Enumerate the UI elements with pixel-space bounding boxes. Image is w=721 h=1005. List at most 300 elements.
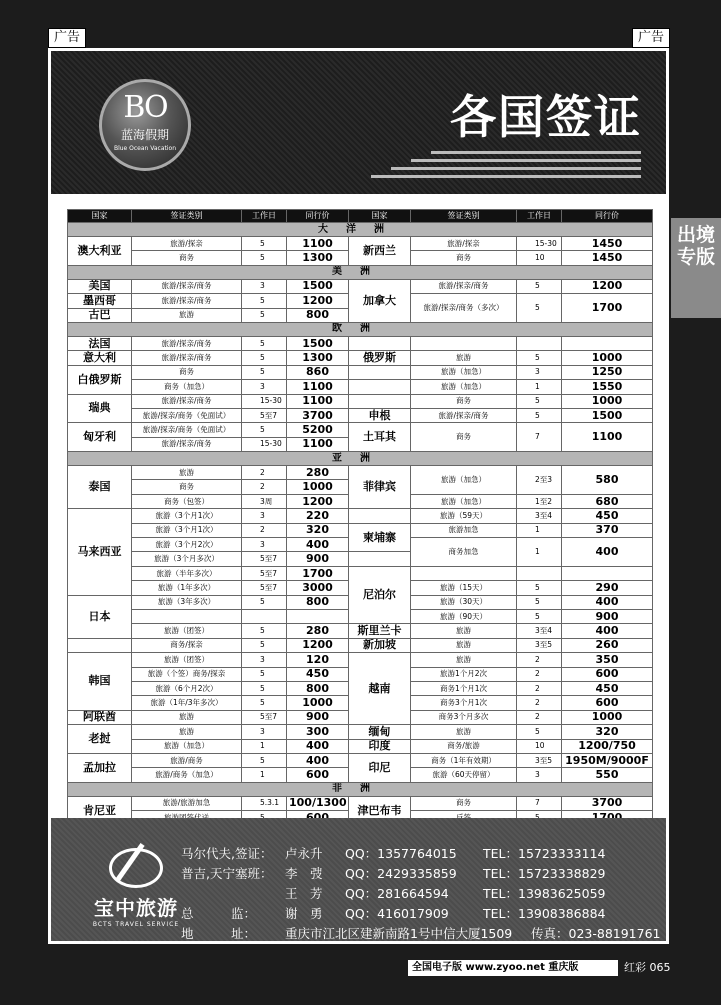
col-country: 国家: [68, 210, 132, 223]
workdays: 5: [242, 595, 287, 609]
price: 1200: [562, 279, 653, 293]
visa-type: 旅游/探亲/商务（免面试）: [132, 423, 242, 437]
country: 新西兰: [349, 237, 411, 266]
col-price: 同行价: [562, 210, 653, 223]
country: 斯里兰卡: [349, 624, 411, 638]
bcts-logo-en: BCTS TRAVEL SERVICE: [92, 921, 180, 928]
country: 加拿大: [349, 279, 411, 322]
country: 美国: [68, 279, 132, 293]
visa-type: 商务: [132, 365, 242, 379]
country: 尼泊尔: [349, 566, 411, 624]
col-days: 工作日: [517, 210, 562, 223]
price: 800: [287, 681, 349, 695]
workdays: 5: [517, 279, 562, 293]
country: 老挝: [68, 725, 132, 754]
country: 印尼: [349, 753, 411, 782]
country: 土耳其: [349, 423, 411, 452]
workdays: 15-30: [242, 437, 287, 451]
table-row: [68, 566, 653, 580]
decorative-stripes: [361, 147, 641, 183]
price: 450: [562, 509, 653, 523]
price: 1100: [562, 423, 653, 452]
workdays: 5: [242, 667, 287, 681]
workdays: 5: [242, 696, 287, 710]
table-row: [68, 380, 653, 394]
workdays: 1: [242, 768, 287, 782]
price: 900: [287, 552, 349, 566]
workdays: 5: [517, 725, 562, 739]
contact-tel: TEL：15723338829: [483, 866, 606, 881]
table-row: [68, 365, 653, 379]
visa-type: 旅游加急: [411, 523, 517, 537]
page-number: 红彩 065: [624, 961, 671, 974]
workdays: 1: [517, 523, 562, 537]
price: 1250: [562, 365, 653, 379]
visa-type: 旅游（90天）: [411, 609, 517, 623]
visa-type: 旅游（15天）: [411, 581, 517, 595]
price: 1300: [287, 251, 349, 265]
visa-type: 商务1个月1次: [411, 681, 517, 695]
visa-type: 旅游（3个月1次）: [132, 509, 242, 523]
workdays: 3至4: [517, 509, 562, 523]
contact-tel: TEL：15723333114: [483, 846, 606, 861]
table-row: [68, 624, 653, 638]
visa-type: 旅游（个签）商务/探亲: [132, 667, 242, 681]
price: 580: [562, 466, 653, 495]
visa-type: 旅游: [132, 725, 242, 739]
price: 400: [562, 595, 653, 609]
visa-type: 旅游/探亲/商务: [132, 351, 242, 365]
workdays: 3: [242, 725, 287, 739]
contact-role: 总 监：: [181, 906, 257, 921]
visa-type: 旅游（加急）: [132, 739, 242, 753]
country: 俄罗斯: [349, 351, 411, 365]
workdays: 10: [517, 251, 562, 265]
visa-type: 商务: [132, 251, 242, 265]
table-row: [68, 423, 653, 437]
workdays: 5: [242, 351, 287, 365]
workdays: 1: [517, 538, 562, 567]
workdays: 1: [517, 380, 562, 394]
table-row: [68, 739, 653, 753]
country: 泰国: [68, 466, 132, 509]
workdays: 5: [517, 394, 562, 408]
workdays: 15-30: [517, 237, 562, 251]
price: 120: [287, 653, 349, 667]
workdays: 5: [242, 624, 287, 638]
price: 1000: [562, 394, 653, 408]
table-row: [68, 725, 653, 739]
workdays: 3: [242, 509, 287, 523]
price: 1500: [287, 336, 349, 350]
visa-type: 旅游1个月2次: [411, 667, 517, 681]
visa-type: 商务加急: [411, 538, 517, 567]
workdays: 2: [242, 523, 287, 537]
workdays: 5: [517, 595, 562, 609]
page-title: 各国签证: [450, 90, 642, 144]
ad-label-left: 广告: [48, 28, 86, 48]
country: 白俄罗斯: [68, 365, 132, 394]
visa-type: 旅游（3个月1次）: [132, 523, 242, 537]
section-row: [68, 452, 653, 466]
price: 400: [287, 753, 349, 767]
visa-type: 旅游/探亲/商务: [411, 279, 517, 293]
country: 匈牙利: [68, 423, 132, 452]
price: 3700: [287, 408, 349, 422]
table-row: [68, 466, 653, 480]
price: 370: [562, 523, 653, 537]
fax-number: 传真：023-88191761: [531, 926, 661, 941]
workdays: 7: [517, 796, 562, 810]
price: 350: [562, 653, 653, 667]
table-row: [68, 753, 653, 767]
section-asia: 亚洲: [68, 452, 653, 466]
contact-name: 谢 勇: [285, 906, 323, 921]
visa-type: 旅游（3个月2次）: [132, 538, 242, 552]
visa-type: 旅游/探亲/商务: [132, 336, 242, 350]
visa-type: 旅游/商务（加急）: [132, 768, 242, 782]
table-row: [68, 237, 653, 251]
workdays: 1至2: [517, 494, 562, 508]
visa-type: 旅游/探亲: [411, 237, 517, 251]
contact-tel: TEL：13983625059: [483, 886, 606, 901]
workdays: 5: [242, 251, 287, 265]
table-row: [68, 394, 653, 408]
price: 1100: [287, 237, 349, 251]
price: 1450: [562, 237, 653, 251]
country: 法国: [68, 336, 132, 350]
price: 290: [562, 581, 653, 595]
contact-qq: QQ：281664594: [345, 886, 449, 901]
visa-type: 旅游/探亲/商务: [132, 394, 242, 408]
price: 1500: [287, 279, 349, 293]
workdays: 5至7: [242, 710, 287, 724]
workdays: 2至3: [517, 466, 562, 495]
country: 韩国: [68, 653, 132, 711]
price: 1300: [287, 351, 349, 365]
workdays: 5: [517, 351, 562, 365]
workdays: 1: [242, 739, 287, 753]
contact-name: 卢永升: [285, 846, 323, 861]
section-row: [68, 265, 653, 279]
table-row: [68, 408, 653, 422]
visa-type: 旅游/探亲/商务: [132, 294, 242, 308]
workdays: 5: [242, 237, 287, 251]
visa-type: 旅游/探亲/商务: [132, 279, 242, 293]
visa-type: 商务（包签）: [132, 494, 242, 508]
workdays: 2: [517, 653, 562, 667]
contact-qq: QQ：416017909: [345, 906, 449, 921]
price: 450: [287, 667, 349, 681]
contact-name: 王 芳: [285, 886, 323, 901]
workdays: 5: [242, 365, 287, 379]
logo-bo: BO: [123, 90, 167, 125]
logo-en: Blue Ocean Vacation: [113, 145, 177, 152]
section-africa: 非洲: [68, 782, 653, 796]
visa-type: 商务3个月多次: [411, 710, 517, 724]
ad-page: [48, 48, 669, 944]
contact-qq: QQ：1357764015: [345, 846, 457, 861]
country: 菲律宾: [349, 466, 411, 509]
workdays: 3至5: [517, 638, 562, 652]
workdays: 5: [242, 308, 287, 322]
visa-type: 旅游: [132, 466, 242, 480]
country: 肯尼亚: [68, 796, 132, 825]
country: 印度: [349, 739, 411, 753]
price: 1500: [562, 408, 653, 422]
visa-type: 商务/旅游: [411, 739, 517, 753]
visa-type: 旅游/探亲/商务（免面试）: [132, 408, 242, 422]
visa-type: 旅游（团签）: [132, 624, 242, 638]
visa-type: 旅游（59天）: [411, 509, 517, 523]
visa-type: 旅游/商务: [132, 753, 242, 767]
visa-type: 旅游: [411, 624, 517, 638]
country: 马来西亚: [68, 509, 132, 595]
visa-type: 旅游: [411, 351, 517, 365]
workdays: 2: [517, 681, 562, 695]
visa-type: 商务3个月1次: [411, 696, 517, 710]
country: 孟加拉: [68, 753, 132, 782]
workdays: 5: [242, 638, 287, 652]
visa-type: 旅游: [132, 308, 242, 322]
price: 400: [562, 624, 653, 638]
workdays: 5至7: [242, 581, 287, 595]
price: 900: [562, 609, 653, 623]
price: 1200/750: [562, 739, 653, 753]
section-oceania: 大洋洲: [68, 223, 653, 237]
workdays: 15-30: [242, 394, 287, 408]
visa-type: 旅游（半年多次）: [132, 566, 242, 580]
visa-type: 旅游/探亲/商务: [132, 437, 242, 451]
table-row: [68, 796, 653, 810]
workdays: 3至5: [517, 753, 562, 767]
price: 600: [287, 768, 349, 782]
workdays: 3: [242, 279, 287, 293]
col-type: 签证类别: [411, 210, 517, 223]
price: 680: [562, 494, 653, 508]
table-row: [68, 653, 653, 667]
visa-type: 旅游（3年多次）: [132, 595, 242, 609]
visa-type: 旅游（加急）: [411, 494, 517, 508]
workdays: 5: [517, 408, 562, 422]
price: 1000: [562, 710, 653, 724]
price: 1950M/9000F: [562, 753, 653, 767]
blue-ocean-logo: [99, 79, 191, 171]
visa-type: 旅游（6个月2次）: [132, 681, 242, 695]
country: 津巴布韦: [349, 796, 411, 825]
visa-type: 商务: [411, 423, 517, 452]
visa-type: 旅游（团签）: [132, 653, 242, 667]
footer-contact-panel: [51, 818, 666, 941]
price: 1450: [562, 251, 653, 265]
price: 1200: [287, 638, 349, 652]
price: 320: [287, 523, 349, 537]
visa-type: 旅游（加急）: [411, 466, 517, 495]
price: 550: [562, 768, 653, 782]
price: 1100: [287, 394, 349, 408]
visa-type: 旅游（1年/3年多次）: [132, 696, 242, 710]
workdays: 2: [517, 696, 562, 710]
header-banner: [51, 51, 666, 194]
price: 5200: [287, 423, 349, 437]
country: 墨西哥: [68, 294, 132, 308]
country: 澳大利亚: [68, 237, 132, 266]
country: 古巴: [68, 308, 132, 322]
visa-type: 旅游/旅游加急: [132, 796, 242, 810]
price: 280: [287, 624, 349, 638]
workdays: 5: [242, 423, 287, 437]
visa-type: 旅游: [411, 638, 517, 652]
visa-type: 旅游/探亲/商务: [411, 408, 517, 422]
visa-type: 旅游/探亲/商务（多次）: [411, 294, 517, 323]
workdays: 3: [517, 768, 562, 782]
country: 日本: [68, 595, 132, 638]
country: 越南: [349, 653, 411, 725]
price: 1700: [287, 566, 349, 580]
workdays: 2: [517, 710, 562, 724]
visa-price-table: [67, 209, 653, 840]
price: 450: [562, 681, 653, 695]
price: 400: [562, 538, 653, 567]
table-row: [68, 279, 653, 293]
section-europe: 欧洲: [68, 322, 653, 336]
workdays: 3: [242, 380, 287, 394]
col-country: 国家: [349, 210, 411, 223]
price: 100/1300: [287, 796, 349, 810]
country: 柬埔寨: [349, 523, 411, 552]
country: 瑞典: [68, 394, 132, 423]
visa-type: 商务: [132, 480, 242, 494]
table-row: [68, 638, 653, 652]
price: 1000: [287, 696, 349, 710]
workdays: 5至7: [242, 566, 287, 580]
workdays: 10: [517, 739, 562, 753]
contact-qq: QQ：2429335859: [345, 866, 457, 881]
table-row: [68, 523, 653, 537]
workdays: 3: [517, 365, 562, 379]
price: 860: [287, 365, 349, 379]
section-side-tab: 出境专版: [671, 218, 721, 318]
price: 1200: [287, 494, 349, 508]
price: 1100: [287, 437, 349, 451]
country: 阿联酋: [68, 710, 132, 724]
section-row: [68, 322, 653, 336]
workdays: 7: [517, 423, 562, 452]
visa-type: 旅游: [411, 653, 517, 667]
price: 900: [287, 710, 349, 724]
visa-type: 旅游（1年多次）: [132, 581, 242, 595]
price: 1550: [562, 380, 653, 394]
visa-type: 商务: [411, 394, 517, 408]
section-row: [68, 223, 653, 237]
visa-type: 旅游: [132, 710, 242, 724]
country: 意大利: [68, 351, 132, 365]
section-row: [68, 782, 653, 796]
price: 800: [287, 308, 349, 322]
table-row: [68, 336, 653, 350]
workdays: 2: [517, 667, 562, 681]
country: 新加坡: [349, 638, 411, 652]
visa-type: 旅游: [411, 725, 517, 739]
visa-type: 商务/探亲: [132, 638, 242, 652]
price: 400: [287, 739, 349, 753]
visa-type: 旅游（30天）: [411, 595, 517, 609]
price: 3000: [287, 581, 349, 595]
col-type: 签证类别: [132, 210, 242, 223]
section-america: 美洲: [68, 265, 653, 279]
contact-role: 马尔代夫,签证：: [181, 846, 273, 861]
visa-type: 旅游（加急）: [411, 365, 517, 379]
workdays: 5: [242, 294, 287, 308]
workdays: 5: [242, 681, 287, 695]
visa-type: 商务: [411, 796, 517, 810]
address-label: 地 址：: [181, 926, 257, 941]
price: 800: [287, 595, 349, 609]
workdays: 3: [242, 653, 287, 667]
workdays: 3周: [242, 494, 287, 508]
workdays: 5: [517, 581, 562, 595]
price: 1700: [562, 294, 653, 323]
table-row: [68, 509, 653, 523]
workdays: 5至7: [242, 408, 287, 422]
workdays: 2: [242, 480, 287, 494]
visa-type: 商务（1年有效期）: [411, 753, 517, 767]
table-row: [68, 351, 653, 365]
price: 600: [562, 696, 653, 710]
price: 3700: [562, 796, 653, 810]
visa-type: 旅游/探亲: [132, 237, 242, 251]
price: 280: [287, 466, 349, 480]
price: 400: [287, 538, 349, 552]
edition-bar: 全国电子版 www.zyoo.net 重庆版: [408, 960, 618, 976]
table-header: [68, 210, 653, 223]
price: 260: [562, 638, 653, 652]
country: 申根: [349, 408, 411, 422]
workdays: 5: [242, 336, 287, 350]
workdays: 3: [242, 538, 287, 552]
workdays: 5: [242, 753, 287, 767]
col-days: 工作日: [242, 210, 287, 223]
price: 300: [287, 725, 349, 739]
price: 1000: [287, 480, 349, 494]
logo-cn: 蓝海假期: [120, 128, 169, 142]
price: 1100: [287, 380, 349, 394]
contact-tel: TEL：13908386884: [483, 906, 606, 921]
visa-type: 商务: [411, 251, 517, 265]
contact-role: 普吉,天宁塞班：: [181, 866, 273, 881]
visa-type: 旅游（60天停留）: [411, 768, 517, 782]
col-price: 同行价: [287, 210, 349, 223]
country: 缅甸: [349, 725, 411, 739]
visa-type: 旅游（3个月多次）: [132, 552, 242, 566]
workdays: 3至4: [517, 624, 562, 638]
price: 1200: [287, 294, 349, 308]
visa-type: 旅游（加急）: [411, 380, 517, 394]
workdays: 2: [242, 466, 287, 480]
workdays: 5: [517, 609, 562, 623]
visa-type: 商务（加急）: [132, 380, 242, 394]
workdays: 5至7: [242, 552, 287, 566]
bcts-logo-cn: 宝中旅游: [94, 896, 178, 920]
ad-label-right: 广告: [632, 28, 670, 48]
price: 600: [562, 667, 653, 681]
bcts-emblem-icon: [109, 848, 163, 888]
workdays: 5: [517, 294, 562, 323]
price: 1000: [562, 351, 653, 365]
contact-name: 李 弢: [285, 866, 323, 881]
address-text: 重庆市江北区建新南路1号中信大厦1509: [285, 926, 513, 941]
price: 220: [287, 509, 349, 523]
